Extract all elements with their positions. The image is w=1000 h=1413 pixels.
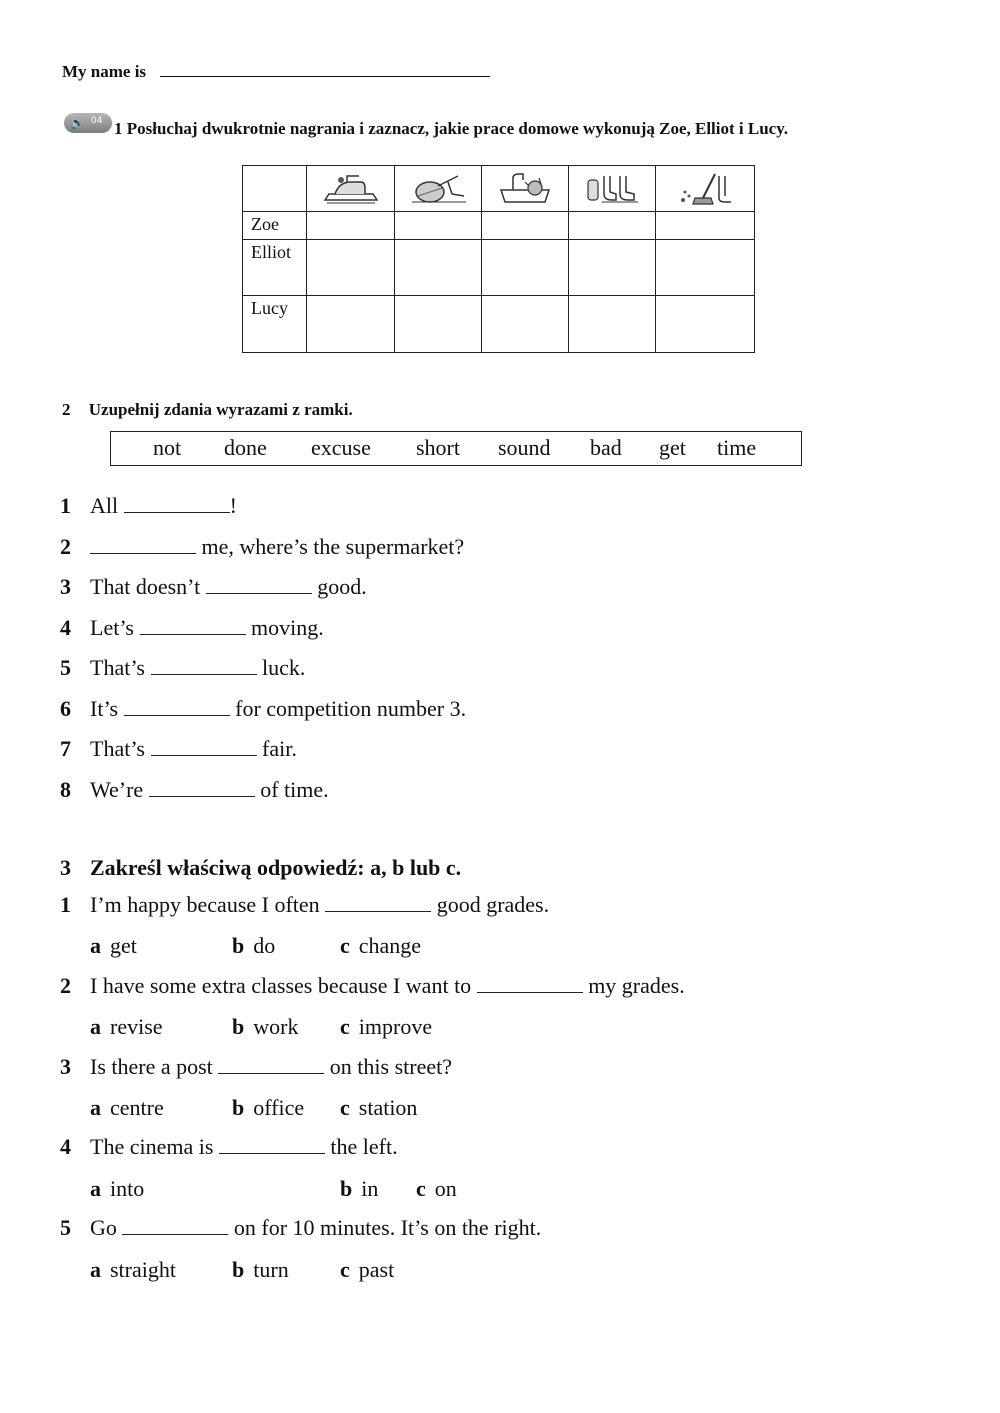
option-text: get — [110, 933, 137, 958]
chore-sweeping-cell — [656, 166, 755, 212]
task1-instruction: 1 Posłuchaj dwukrotnie nagrania i zaznacz, jakie prace domowe wykonują Zoe, Elliot i Lucy. — [114, 119, 789, 138]
sentence-text: of time. — [254, 777, 329, 802]
tick-cell[interactable] — [395, 296, 482, 353]
option-text: turn — [253, 1257, 289, 1282]
tick-cell[interactable] — [656, 240, 755, 296]
sentence-text: for competition number 3. — [229, 696, 467, 721]
item-number: 4 — [60, 615, 71, 640]
option-b[interactable]: b in — [340, 1176, 379, 1201]
washing-up-icon — [495, 172, 555, 206]
word-bank-item: excuse — [311, 435, 371, 460]
question-text: I have some extra classes because I want to — [90, 973, 477, 998]
table-row — [243, 240, 755, 296]
tick-cell[interactable] — [395, 212, 482, 240]
speaker-icon: 🔈 — [70, 116, 85, 130]
question-text: Go — [90, 1215, 123, 1240]
word-box — [110, 431, 802, 466]
option-text: straight — [110, 1257, 176, 1282]
option-b[interactable]: b turn — [232, 1257, 289, 1282]
item-number: 5 — [60, 1215, 71, 1240]
answer-blank[interactable] — [124, 697, 230, 716]
sentence-item — [60, 493, 237, 519]
option-c[interactable]: c change — [340, 933, 422, 958]
word-bank-item: get — [659, 435, 686, 460]
audio-track-badge[interactable] — [64, 113, 112, 133]
option-text: centre — [110, 1095, 164, 1120]
sentence-item — [60, 655, 305, 681]
sweeping-icon — [673, 172, 737, 206]
word-bank-item: not — [153, 435, 182, 460]
word-bank-item: done — [224, 435, 267, 460]
question-text: on this street? — [324, 1054, 452, 1079]
option-a[interactable]: a revise — [90, 1014, 163, 1039]
item-number: 6 — [60, 696, 71, 721]
sentence-text: We’re — [90, 777, 149, 802]
sentence-text: ! — [229, 493, 237, 518]
sentence-text: luck. — [256, 655, 306, 680]
question-text: Is there a post — [90, 1054, 219, 1079]
tick-cell[interactable] — [569, 212, 656, 240]
answer-blank — [477, 974, 583, 993]
chore-washing-up-cell — [482, 166, 569, 212]
word-bank-item: bad — [590, 435, 622, 460]
sentence-text: fair. — [256, 736, 297, 761]
sentence-item — [60, 736, 297, 762]
question-item — [60, 973, 685, 999]
option-b[interactable]: b do — [232, 933, 276, 958]
item-number: 7 — [60, 736, 71, 761]
option-b[interactable]: b office — [232, 1095, 305, 1120]
sentence-text: All — [90, 493, 124, 518]
sentence-text: me, where’s the supermarket? — [196, 534, 465, 559]
item-number: 1 — [60, 892, 71, 917]
option-c[interactable]: c improve — [340, 1014, 433, 1039]
option-text: on — [434, 1176, 457, 1201]
task2-number: 2 — [62, 400, 71, 419]
sentence-item — [60, 534, 464, 560]
tick-cell[interactable] — [482, 296, 569, 353]
answer-blank — [218, 1055, 324, 1074]
task3-number: 3 — [60, 855, 71, 880]
sentence-text: That’s — [90, 736, 151, 761]
option-text: revise — [110, 1014, 163, 1039]
chores-table — [242, 165, 755, 353]
tick-cell[interactable] — [307, 240, 395, 296]
option-a[interactable]: a centre — [90, 1095, 164, 1120]
item-number: 4 — [60, 1134, 71, 1159]
answer-blank[interactable] — [124, 494, 230, 513]
chore-ironing-cell — [307, 166, 395, 212]
table-row — [243, 296, 755, 353]
table-row — [243, 212, 755, 240]
answer-blank — [219, 1135, 325, 1154]
table-corner-cell — [243, 166, 307, 212]
answer-blank — [122, 1216, 228, 1235]
sentence-text: moving. — [245, 615, 324, 640]
option-a[interactable]: a get — [90, 933, 137, 958]
answer-blank — [325, 893, 431, 912]
item-number: 5 — [60, 655, 71, 680]
option-c[interactable]: c on — [416, 1176, 457, 1201]
tick-cell[interactable] — [656, 296, 755, 353]
option-text: do — [253, 933, 276, 958]
task2-instruction: Uzupełnij zdania wyrazami z ramki. — [88, 400, 353, 419]
item-number: 2 — [60, 973, 71, 998]
item-number: 3 — [60, 1054, 71, 1079]
item-number: 3 — [60, 574, 71, 599]
question-text: on for 10 minutes. It’s on the right. — [228, 1215, 542, 1240]
task3-heading — [60, 855, 461, 881]
answer-blank[interactable] — [151, 737, 257, 756]
item-number: 1 — [60, 493, 71, 518]
tick-cell[interactable] — [395, 240, 482, 296]
question-text: The cinema is — [90, 1134, 219, 1159]
item-number: 8 — [60, 777, 71, 802]
option-text: work — [253, 1014, 299, 1039]
option-text: past — [358, 1257, 395, 1282]
option-text: into — [110, 1176, 145, 1201]
question-item — [60, 892, 549, 918]
track-number: 04 — [91, 116, 103, 126]
sentence-text: That’s — [90, 655, 151, 680]
person-name: Elliot — [243, 240, 307, 296]
sentence-item — [60, 615, 324, 641]
tick-cell[interactable] — [569, 240, 656, 296]
vacuuming-icon — [408, 172, 468, 206]
answer-blank[interactable] — [140, 616, 246, 635]
answer-blank[interactable] — [149, 778, 255, 797]
person-name: Lucy — [243, 296, 307, 353]
table-header-row — [243, 166, 755, 212]
question-item — [60, 1134, 398, 1160]
sentence-text: It’s — [90, 696, 124, 721]
chore-shoes-cell — [569, 166, 656, 212]
ironing-icon — [321, 172, 381, 206]
answer-blank[interactable] — [206, 575, 312, 594]
answer-blank[interactable] — [90, 535, 196, 554]
question-item — [60, 1054, 452, 1080]
name-blank[interactable] — [160, 62, 490, 77]
option-text: change — [358, 933, 422, 958]
option-text: office — [253, 1095, 305, 1120]
name-line — [62, 62, 490, 82]
option-c[interactable]: c past — [340, 1257, 395, 1282]
tick-cell[interactable] — [482, 212, 569, 240]
tick-cell[interactable] — [307, 212, 395, 240]
name-label: My name is — [62, 62, 147, 81]
chore-vacuuming-cell — [395, 166, 482, 212]
sentence-item — [60, 696, 466, 722]
option-text: improve — [358, 1014, 433, 1039]
option-a[interactable]: a straight — [90, 1257, 176, 1282]
task2-heading — [62, 400, 353, 420]
sentence-item — [60, 574, 367, 600]
question-text: the left. — [324, 1134, 398, 1159]
task3-instruction: Zakreśl właściwą odpowiedź: a, b lub c. — [90, 855, 462, 880]
question-item — [60, 1215, 541, 1241]
person-name: Zoe — [243, 212, 307, 240]
question-text: my grades. — [582, 973, 685, 998]
sentence-item — [60, 777, 329, 803]
answer-blank[interactable] — [151, 656, 257, 675]
sentence-text: That doesn’t — [90, 574, 206, 599]
item-number: 2 — [60, 534, 71, 559]
cleaning-shoes-icon — [582, 172, 642, 206]
word-bank-item: sound — [498, 435, 551, 460]
sentence-text: good. — [311, 574, 367, 599]
tick-cell[interactable] — [307, 296, 395, 353]
question-text: I’m happy because I often — [90, 892, 326, 917]
tick-cell[interactable] — [569, 296, 656, 353]
option-c[interactable]: c station — [340, 1095, 418, 1120]
word-bank-item: short — [416, 435, 460, 460]
question-text: good grades. — [431, 892, 550, 917]
option-text: in — [361, 1176, 379, 1201]
option-text: station — [358, 1095, 418, 1120]
tick-cell[interactable] — [656, 212, 755, 240]
sentence-text: Let’s — [90, 615, 140, 640]
option-b[interactable]: b work — [232, 1014, 299, 1039]
word-bank-item: time — [717, 435, 757, 460]
option-a[interactable]: a into — [90, 1176, 145, 1201]
tick-cell[interactable] — [482, 240, 569, 296]
